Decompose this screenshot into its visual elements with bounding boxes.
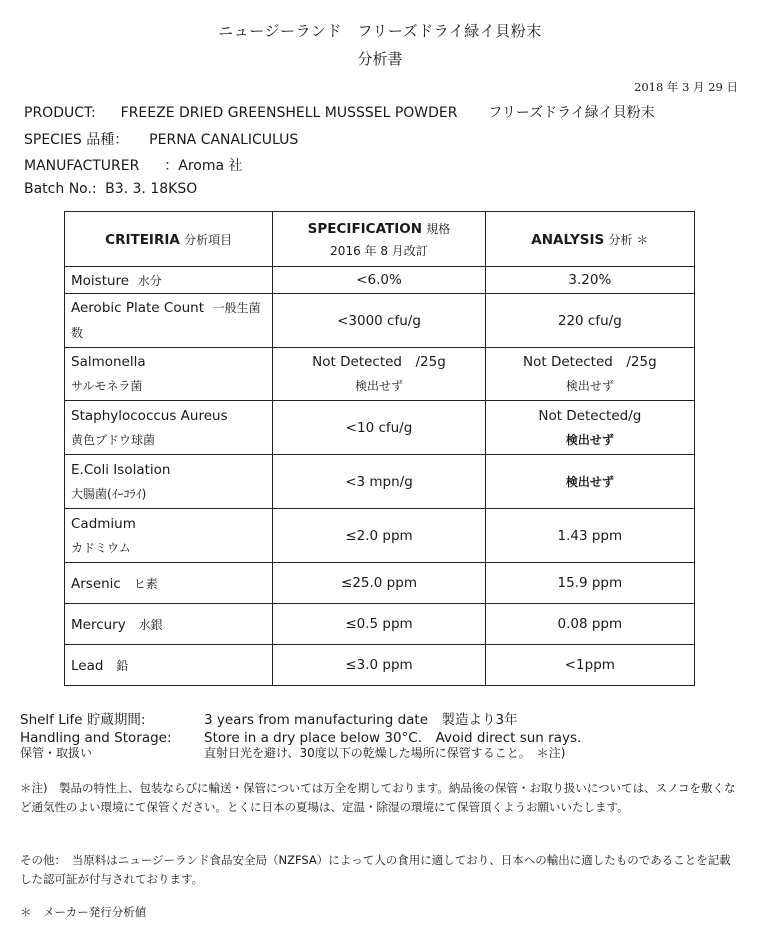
- note-storage: ＊注) 製品の特性上、包装ならびに輸送・保管については万全を期しております。納品後の保管・お取り扱いについては、スノコを敷くなど通気性のよい環境にて保管ください。とくに日本の夏場は、定温・除湿の環境にて保管頂くようお願いいたします。: [20, 781, 736, 814]
- analysis-cell: 3.20%: [485, 267, 694, 294]
- table-row: [65, 604, 695, 645]
- criteria-cell: Staphylococcus Aureus 黄色ブドウ球菌: [65, 401, 273, 455]
- criteria-cell: E.Coli Isolation 大腸菌(ｲｰｺﾗｲ): [65, 455, 273, 509]
- table-row: [65, 348, 695, 401]
- table-row: [65, 401, 695, 455]
- analysis-cell: 15.9 ppm: [485, 563, 694, 604]
- manufacturer-line: [24, 155, 247, 175]
- batch-line: [24, 181, 201, 197]
- species-value: PERNA CANALICULUS: [149, 132, 299, 148]
- table-row: [65, 267, 695, 294]
- handling-jp-line: [20, 744, 565, 761]
- table-row: [65, 563, 695, 604]
- analysis-cell: Not Detected/g 検出せず: [485, 401, 694, 455]
- spec-cell: ≤3.0 ppm: [273, 645, 485, 686]
- species-line: [24, 129, 302, 149]
- analysis-table: [64, 211, 695, 686]
- spec-cell: <3 mpn/g: [273, 455, 485, 509]
- criteria-cell: Lead 鉛: [65, 645, 273, 686]
- document-title: ニュージーランド フリーズドライ緑イ貝粉末: [218, 22, 542, 40]
- table-row: [65, 645, 695, 686]
- manufacturer-value: ：Aroma 社: [164, 158, 243, 174]
- table-row: [65, 294, 695, 348]
- spec-cell: Not Detected /25g 検出せず: [273, 348, 485, 401]
- spec-cell: ≤25.0 ppm: [273, 563, 485, 604]
- table-row: [65, 509, 695, 563]
- criteria-cell: Cadmium カドミウム: [65, 509, 273, 563]
- shelf-life-line: [20, 708, 518, 728]
- table-row: [65, 455, 695, 509]
- spec-cell: ≤2.0 ppm: [273, 509, 485, 563]
- issue-date: 2018 年 3 月 29 日: [634, 80, 738, 94]
- analysis-cell: 0.08 ppm: [485, 604, 694, 645]
- handling-value-jp: 直射日光を避け、30度以下の乾燥した場所に保管すること。 ＊注): [204, 746, 566, 760]
- shelf-life-value: 3 years from manufacturing date 製造より3年: [204, 712, 518, 728]
- product-value-jp: フリーズドライ緑イ貝粉末: [488, 105, 655, 121]
- spec-cell: ≤0.5 ppm: [273, 604, 485, 645]
- handling-line: [20, 726, 581, 746]
- table-header-row: [65, 212, 695, 267]
- header-analysis: ANALYSIS 分析 ＊: [485, 212, 694, 267]
- analysis-cell: <1ppm: [485, 645, 694, 686]
- handling-label-jp: 保管・取扱い: [20, 746, 93, 760]
- product-label: PRODUCT:: [24, 105, 96, 121]
- handling-value: Store in a dry place below 30°C. Avoid direct sun rays.: [204, 730, 582, 746]
- header-specification: SPECIFICATION 規格 2016 年 8 月改訂: [273, 212, 485, 267]
- shelf-life-label: Shelf Life 貯蔵期間:: [20, 712, 146, 728]
- criteria-cell: Mercury 水銀: [65, 604, 273, 645]
- spec-cell: <3000 cfu/g: [273, 294, 485, 348]
- document-subtitle: 分析書: [357, 50, 403, 68]
- manufacturer-label: MANUFACTURER: [24, 158, 140, 174]
- header-criteria: CRITEIRIA 分析項目: [65, 212, 273, 267]
- note-certificate: その他： 当原料はニュージーランド食品安全局（NZFSA）によって人の食用に適しており、日本への輸出に適したものであることを記載した認可証が付与されております。: [20, 853, 731, 886]
- analysis-cell: Not Detected /25g 検出せず: [485, 348, 694, 401]
- criteria-cell: Moisture 水分: [65, 267, 273, 294]
- criteria-cell: Salmonella サルモネラ菌: [65, 348, 273, 401]
- analysis-cell: 220 cfu/g: [485, 294, 694, 348]
- handling-label: Handling and Storage:: [20, 730, 172, 746]
- analysis-cell: 1.43 ppm: [485, 509, 694, 563]
- product-value: FREEZE DRIED GREENSHELL MUSSSEL POWDER: [120, 105, 458, 121]
- criteria-cell: Aerobic Plate Count 一般生菌数: [65, 294, 273, 348]
- batch-label: Batch No.:: [24, 181, 97, 197]
- spec-cell: <6.0%: [273, 267, 485, 294]
- product-line: [24, 102, 659, 122]
- batch-value: B3. 3. 18KSO: [105, 181, 198, 197]
- criteria-cell: Arsenic ヒ素: [65, 563, 273, 604]
- spec-cell: <10 cfu/g: [273, 401, 485, 455]
- species-label: SPECIES 品種：: [24, 132, 129, 148]
- note-manufacturer: ＊ メーカー発行分析値: [20, 905, 147, 919]
- analysis-cell: 検出せず: [485, 455, 694, 509]
